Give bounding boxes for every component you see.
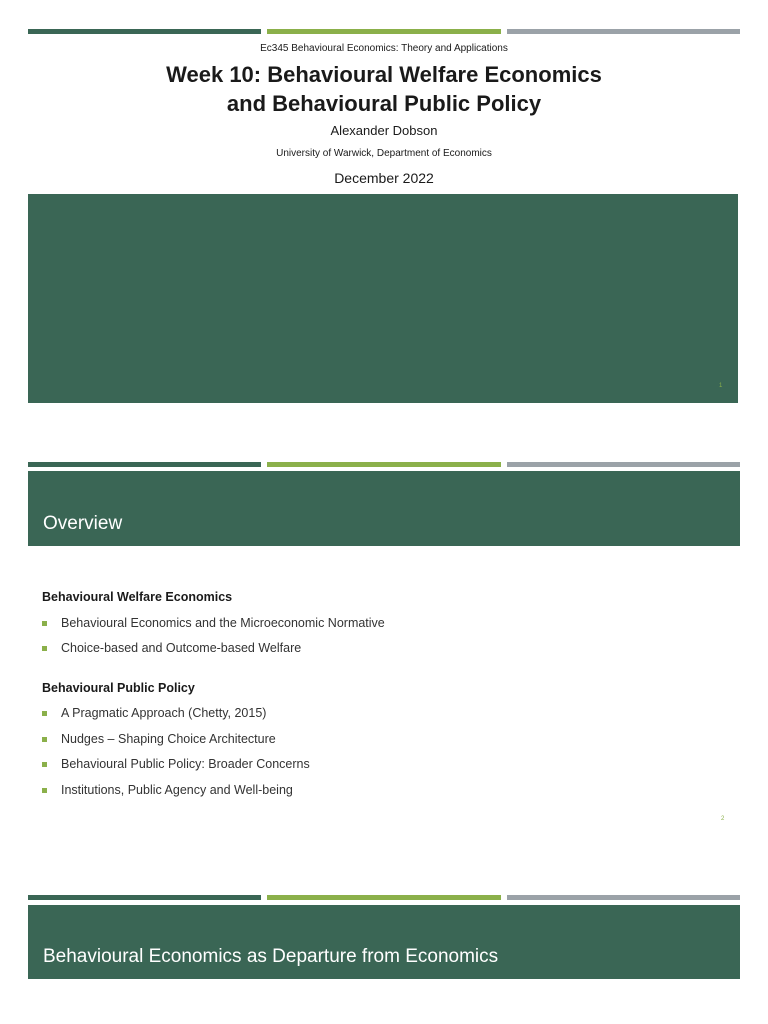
author: Alexander Dobson [330,123,438,138]
list-item: Behavioural Economics and the Microeconomic Normative [42,616,385,630]
slide-title-line1: Week 10: Behavioural Welfare Economics [166,62,602,87]
accent-bar-green [28,462,261,467]
accent-bar-lime [267,462,501,467]
bullet-square-icon [42,711,47,716]
list-item: Institutions, Public Agency and Well-being [42,783,293,797]
section-title: Behavioural Public Policy [42,681,195,695]
list-item: A Pragmatic Approach (Chetty, 2015) [42,706,266,720]
accent-bar-lime [267,895,501,900]
overview-heading: Overview [43,513,123,534]
title-green-panel [28,194,738,403]
slide-title-line2: and Behavioural Public Policy [226,91,542,116]
accent-bars [28,462,740,467]
accent-bars [28,895,740,900]
bullet-square-icon [42,762,47,767]
section-title: Behavioural Welfare Economics [42,590,233,604]
bullet-square-icon [42,737,47,742]
list-item: Nudges – Shaping Choice Architecture [42,732,276,746]
overview-header [28,471,740,546]
section-header [28,905,740,979]
date: December 2022 [334,170,434,186]
course-title: Ec345 Behavioural Economics: Theory and Applications [260,43,508,54]
accent-bar-green [28,895,261,900]
accent-bar-grey [507,895,740,900]
accent-bar-grey [507,462,740,467]
section-heading: Behavioural Economics as Departure from Economics [43,946,499,967]
accent-bars [28,29,740,34]
list-item: Behavioural Public Policy: Broader Concerns [42,757,310,771]
slide-title [0,60,768,118]
bullet-square-icon [42,621,47,626]
page-number: 2 [721,816,725,822]
bullet-square-icon [42,788,47,793]
bullet-square-icon [42,646,47,651]
accent-bar-green [28,29,261,34]
accent-bar-grey [507,29,740,34]
affiliation: University of Warwick, Department of Economics [276,148,492,159]
page-number: 1 [719,383,723,389]
list-item: Choice-based and Outcome-based Welfare [42,641,301,655]
accent-bar-lime [267,29,501,34]
